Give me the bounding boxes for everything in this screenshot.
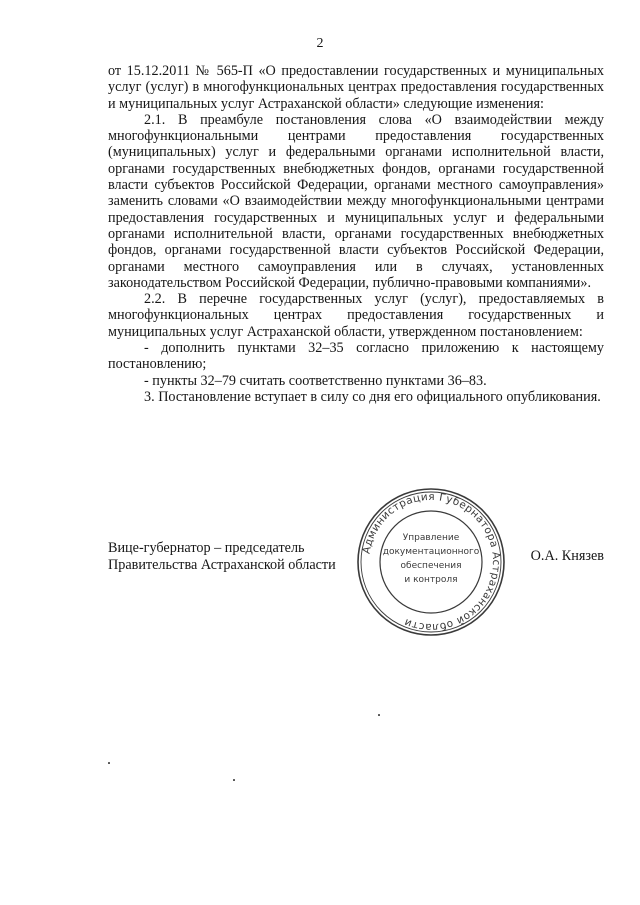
scan-speck (233, 779, 235, 781)
page-number: 2 (316, 36, 324, 51)
signatory-title-line-2: Правительства Астраханской области (108, 556, 336, 573)
list-item-renumber: - пункты 32–79 считать соответственно пунктами 36–83. (144, 372, 487, 389)
official-stamp (355, 486, 507, 638)
stamp-ring-text: Администрация Губернатора Астраханской области (360, 490, 503, 634)
list-item-add-points: - дополнить пунктами 32–35 согласно приложению к настоящему постановлению; (108, 340, 604, 373)
document-body (108, 63, 604, 405)
scan-speck (378, 714, 380, 716)
signatory-title (108, 540, 336, 573)
signatory-title-line-1: Вице-губернатор – председатель (108, 540, 305, 556)
paragraph-continuation: от 15.12.2011 № 565-П «О предоставлении государственных и муниципальных услуг (услуг) в многофункциональных центрах предоставления государственных и муниципальных услуг Астраханской области» следующие изменения: (108, 63, 604, 112)
stamp-center-line-1: Управление (402, 533, 460, 543)
stamp-center-line-4: и контроля (404, 575, 458, 585)
stamp-center-line-2: документационного (382, 547, 480, 557)
stamp-graphic (355, 486, 507, 638)
paragraph-3: 3. Постановление вступает в силу со дня его официального опубликования. (144, 388, 601, 405)
signatory-name: О.А. Князев (530, 548, 604, 564)
paragraph-2-1: 2.1. В преамбуле постановления слова «О взаимодействии между многофункциональными центрами предоставления государственных (муниципальных) услуг и федеральными органами исполнительной власти, органами государственных внебюджетных фондов, органами государственной власти субъектов Российской Федерации, органами местного самоуправления» заменить словами «О взаимодействии между многофункциональными центрами предоставления государственных и муниципальных услуг и федеральными органами исполнительной власти, органами государственных внебюджетных фондов, органами государственной власти субъектов Российской Федерации, органами местного самоуправления или в случаях, установленных законодательством Российской Федерации, публично-правовыми компаниями». (108, 111, 604, 291)
scan-speck (108, 762, 110, 764)
paragraph-2-2: 2.2. В перечне государственных услуг (услуг), предоставляемых в многофункциональных центрах предоставления государственных и муниципальных услуг Астраханской области, утвержденном постановлением: (108, 291, 604, 340)
stamp-center-line-3: обеспечения (400, 561, 462, 571)
